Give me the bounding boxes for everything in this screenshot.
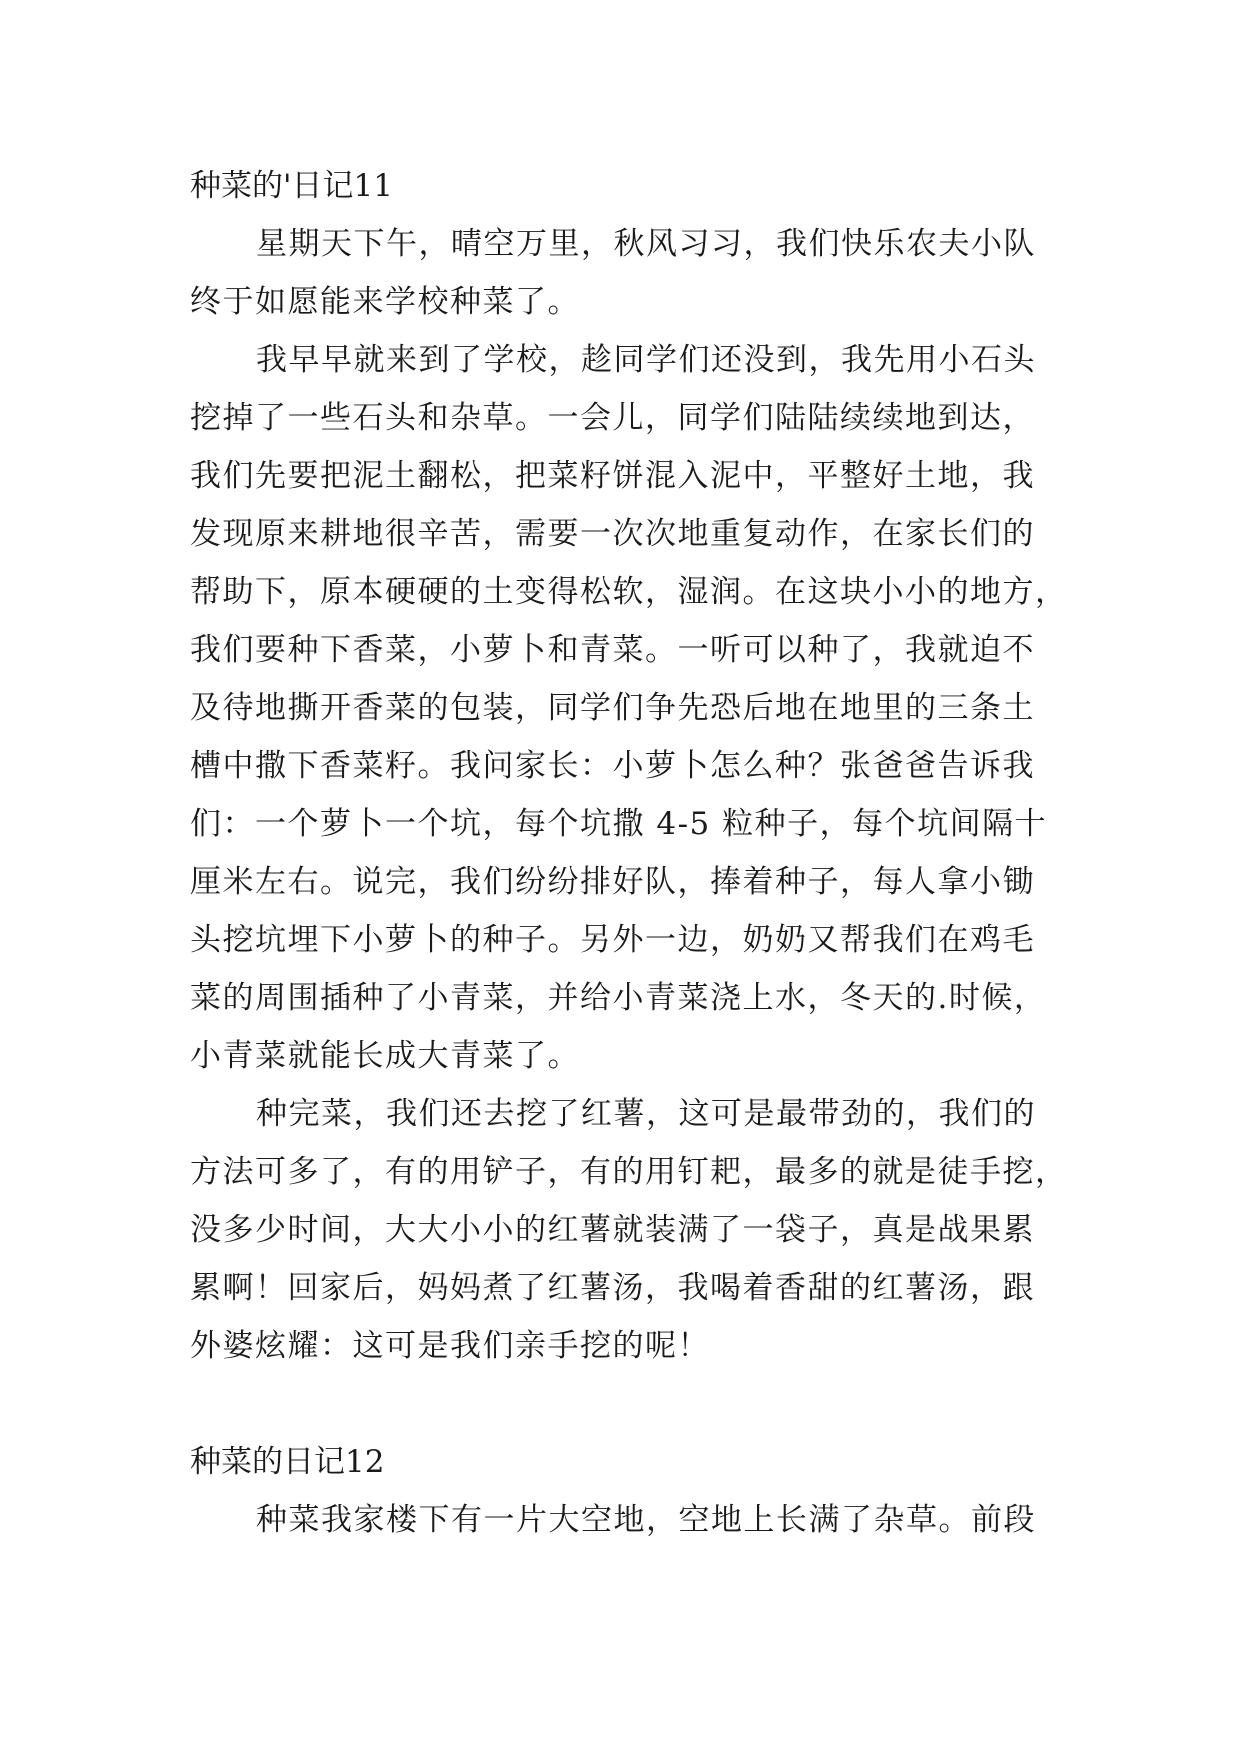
text-line: 我们先要把泥土翻松，把菜籽饼混入泥中，平整好土地，我	[190, 458, 1035, 494]
text-line: 小青菜就能长成大青菜了。	[190, 1038, 580, 1074]
paragraph	[190, 331, 1068, 1085]
paragraph	[190, 1085, 1068, 1375]
text-line: 厘米左右。说完，我们纷纷排好队，捧着种子，每人拿小锄	[190, 864, 1035, 900]
text-line: 星期天下午，晴空万里，秋风习习，我们快乐农夫小队	[256, 226, 1036, 262]
text-line: 头挖坑埋下小萝卜的种子。另外一边，奶奶又帮我们在鸡毛	[190, 922, 1035, 958]
paragraph	[190, 215, 1050, 331]
text-line: 及待地撕开香菜的包装，同学们争先恐后地在地里的三条土	[190, 690, 1035, 726]
text-line: 帮助下，原本硬硬的土变得松软，湿润。在这块小小的地方，	[190, 574, 1068, 610]
document-body	[190, 157, 1068, 1549]
text-line: 发现原来耕地很辛苦，需要一次次地重复动作，在家长们的	[190, 516, 1035, 552]
text-line: 种菜我家楼下有一片大空地，空地上长满了杂草。前段	[256, 1502, 1036, 1538]
text-line: 我早早就来到了学校，趁同学们还没到，我先用小石头	[256, 342, 1036, 378]
section-spacer	[190, 1375, 1050, 1433]
text-line: 方法可多了，有的用铲子，有的用钉耙，最多的就是徒手挖，	[190, 1154, 1068, 1190]
entry-title: 种菜的日记12	[190, 1444, 385, 1480]
diary-entry-12	[190, 1433, 1050, 1549]
text-line: 菜的周围插种了小青菜，并给小青菜浇上水，冬天的.时候，	[190, 980, 1047, 1016]
text-line: 槽中撒下香菜籽。我问家长：小萝卜怎么种？张爸爸告诉我	[190, 748, 1035, 784]
text-line: 终于如愿能来学校种菜了。	[190, 284, 580, 320]
paragraph	[190, 1491, 1050, 1549]
text-line: 没多少时间，大大小小的红薯就装满了一袋子，真是战果累	[190, 1212, 1035, 1248]
text-line: 我们要种下香菜，小萝卜和青菜。一听可以种了，我就迫不	[190, 632, 1035, 668]
text-line: 挖掉了一些石头和杂草。一会儿，同学们陆陆续续地到达，	[190, 400, 1035, 436]
text-line: 累啊！回家后，妈妈煮了红薯汤，我喝着香甜的红薯汤，跟	[190, 1270, 1035, 1306]
entry-title: 种菜的'日记11	[190, 168, 393, 204]
diary-entry-11	[190, 157, 1068, 1375]
text-line: 外婆炫耀：这可是我们亲手挖的呢！	[190, 1328, 710, 1364]
text-line: 种完菜，我们还去挖了红薯，这可是最带劲的，我们的	[256, 1096, 1036, 1132]
text-line: 们：一个萝卜一个坑，每个坑撒 4-5 粒种子，每个坑间隔十	[190, 806, 1048, 842]
